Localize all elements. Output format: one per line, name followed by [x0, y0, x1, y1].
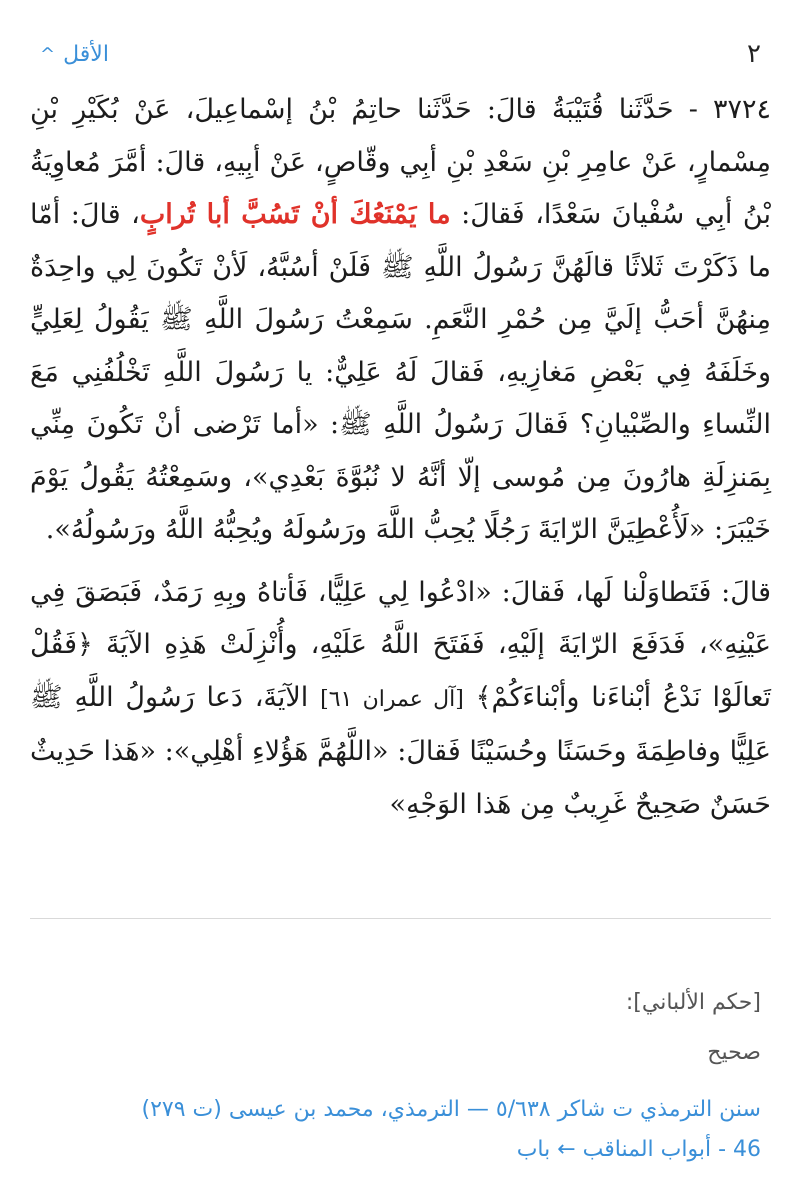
hadith-para2-b: الآيَةَ، دَعا رَسُولُ اللَّهِ ﷺ عَلِيًّا وفاطِمَةَ وحَسَنًا وحُسَيْنًا فَقالَ: «اللَّهُمَّ هَؤُلاءِ أهْلِي»: «هَذا حَدِيثٌ حَسَنٌ صَحِيحٌ غَرِيبٌ مِن هَذا الوَجْهِ» — [30, 681, 771, 820]
paragraph-gap — [30, 557, 771, 567]
source-chapter-link[interactable]: 46 - أبواب المناقب ← باب — [516, 1137, 761, 1162]
hadith-paragraph-2 — [30, 567, 771, 832]
verse-reference: [آل عمران ٦١] — [320, 686, 464, 712]
page-number: ٢ — [747, 39, 761, 69]
grade-section — [30, 978, 761, 1078]
hadith-body: ، قالَ: أمّا ما ذَكَرْتَ ثَلاثًا قالَهُنَّ رَسُولُ اللَّهِ ﷺ فَلَنْ أسُبَّهُ، لَأنْ تَكُونَ لِي واحِدَةٌ مِنهُنَّ أحَبُّ إلَيَّ مِن حُمْرِ النَّعَمِ. سَمِعْتُ رَسُولَ اللَّهِ ﷺ يَقُولُ لِعَلِيٍّ وخَلَفَهُ فِي بَعْضِ مَغازِيهِ، فَقالَ لَهُ عَلِيٌّ: يا رَسُولَ اللَّهِ تَخْلُفُنِي مَعَ النِّساءِ والصِّبْيانِ؟ فَقالَ رَسُولُ اللَّهِ ﷺ: «أما تَرْضى أنْ تَكُونَ مِنِّي بِمَنزِلَةِ هارُونَ مِن مُوسى إلّا أنَّهُ لا نُبُوَّةَ بَعْدِي»، وسَمِعْتُهُ يَقُولُ يَوْمَ خَيْبَرَ: «لَأُعْطِيَنَّ الرّايَةَ رَجُلًا يُحِبُّ اللَّهَ ورَسُولَهُ ويُحِبُّهُ اللَّهُ ورَسُولُهُ». — [30, 199, 771, 545]
hadith-text — [30, 84, 771, 831]
grade-value: صحيح — [707, 1040, 761, 1065]
top-bar — [40, 34, 761, 74]
show-less-button[interactable] — [40, 42, 109, 67]
source-section — [40, 1090, 761, 1170]
divider — [30, 918, 771, 919]
source-book-link[interactable]: سنن الترمذي ت شاكر ٥/٦٣٨ — الترمذي، محمد بن عيسى (ت ٢٧٩) — [141, 1097, 761, 1122]
grade-label: [حكم الألباني]: — [625, 990, 761, 1015]
hadith-lead: ٣٧٢٤ - حَدَّثَنا قُتَيْبَةُ قالَ: حَدَّثَنا حاتِمُ بْنُ إسْماعِيلَ، عَنْ بُكَيْرِ بْنِ مِسْمارٍ، عَنْ عامِرِ بْنِ سَعْدِ بْنِ أبِي وقّاصٍ، عَنْ أبِيهِ، قالَ: أمَّرَ مُعاوِيَةُ بْنُ أبِي سُفْيانَ سَعْدًا، فَقالَ: — [30, 94, 771, 230]
hadith-paragraph-1 — [30, 84, 771, 557]
hadith-para2-a: قالَ: فَتَطاوَلْنا لَها، فَقالَ: «ادْعُوا لِي عَلِيًّا، فَأتاهُ وبِهِ رَمَدٌ، فَبَصَقَ فِي عَيْنِهِ»، فَدَفَعَ الرّايَةَ إلَيْهِ، فَفَتَحَ اللَّهُ عَلَيْهِ، وأُنْزِلَتْ هَذِهِ الآيَةَ ﴿فَقُلْ تَعالَوْا نَدْعُ أبْناءَنا وأبْناءَكُمْ﴾ — [30, 576, 771, 713]
show-less-label: الأقل — [63, 41, 109, 67]
chevron-up-icon: ^ — [40, 43, 56, 65]
hadith-highlight: ما يَمْنَعُكَ أنْ تَسُبَّ أبا تُرابٍ — [139, 199, 451, 230]
